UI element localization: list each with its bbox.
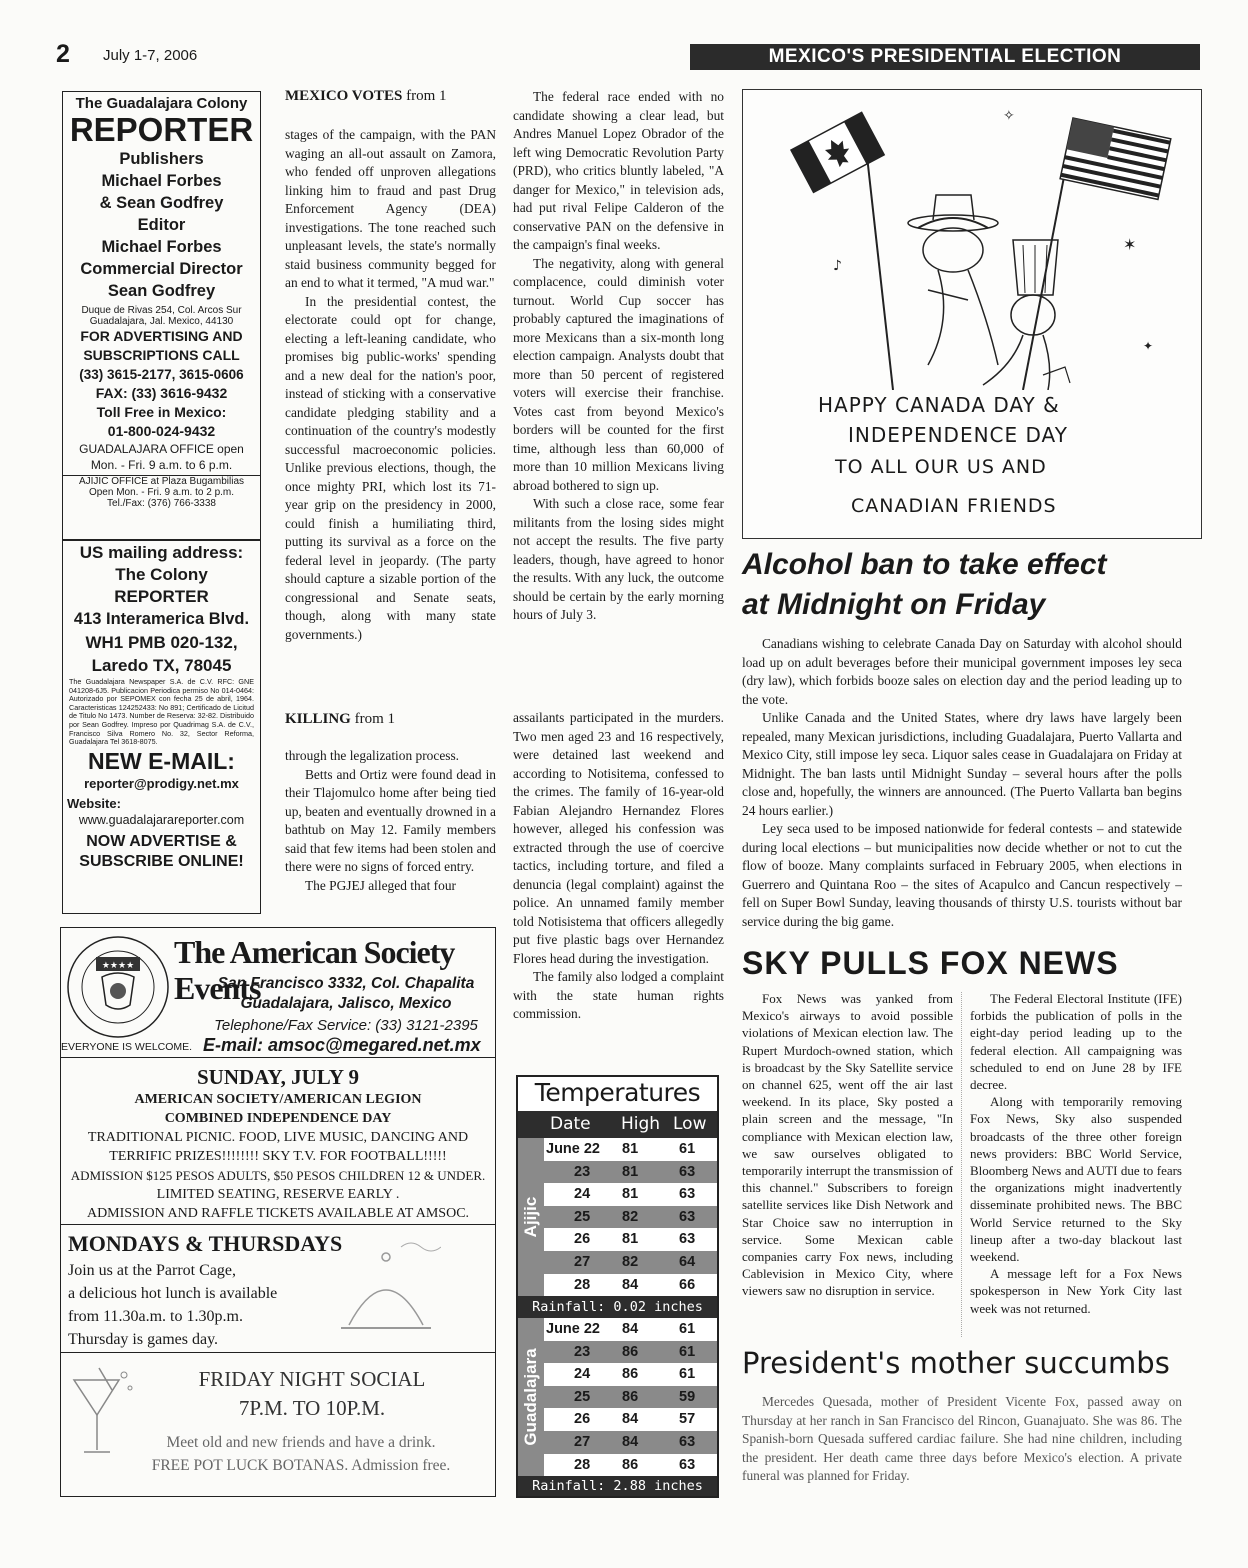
col-header-date: Date [550,1114,591,1134]
welcome-text: EVERYONE IS WELCOME. [61,1041,193,1053]
masthead-gdl-office: GUADALAJARA OFFICE open [79,442,244,456]
masthead-tollfree-label: Toll Free in Mexico: [96,404,227,420]
ajijic-label: Ajijic [521,1196,540,1238]
mt-title: MONDAYS & THURSDAYS [68,1231,343,1256]
cell-date: June 22 [546,1141,600,1157]
website-url[interactable]: www.guadalajarareporter.com [78,812,245,827]
killing-col-2 [513,709,724,1024]
temperatures-header-row [518,1111,717,1138]
table-row [544,1386,717,1409]
masthead-editor-label: Editor [137,216,186,234]
cell-low: 63 [679,1231,696,1248]
masthead-phones: (33) 3615-2177, 3615-0606 [79,367,244,382]
us-mailing-street: 413 Interamerica Blvd. [73,610,250,628]
july9-line: ADMISSION AND RAFFLE TICKETS AVAILABLE AT AMSOC. [86,1206,470,1221]
society-title: The American Society Events [174,934,455,1006]
cell-low: 61 [679,1343,696,1360]
cartoon-caption-1: HAPPY CANADA DAY & [818,393,1060,417]
friday-title-2: 7P.M. TO 10P.M. [238,1396,386,1420]
cartoon-caption-2: INDEPENDENCE DAY [848,423,1068,447]
table-row [544,1341,717,1364]
cell-high: 81 [622,1163,639,1180]
svg-text:✶: ✶ [1123,235,1137,254]
killing-col-1 [285,747,496,895]
website-label: Website: [67,795,121,811]
masthead-ajijic-office: AJIJIC OFFICE at Plaza Bugambilias [78,476,245,487]
mexico-votes-kicker-from: from 1 [406,88,447,104]
masthead-gdl-hours: Mon. - Fri. 9 a.m. to 6 p.m. [63,457,260,476]
us-mailing-reporter: REPORTER [114,587,209,606]
society-seal-icon [64,931,172,1043]
cell-date: 28 [574,1276,591,1293]
masthead-tollfree: 01-800-024-9432 [107,423,216,439]
cell-date: 24 [574,1366,591,1383]
svg-text:✧: ✧ [1003,108,1015,124]
cartoon-caption-3: TO ALL OUR US AND [835,456,1047,478]
mexico-votes-col-2 [513,88,724,625]
svg-text:✦: ✦ [1143,339,1154,353]
july9-line: LIMITED SEATING, RESERVE EARLY . [156,1187,400,1202]
cell-low: 66 [679,1276,696,1293]
masthead-director: Sean Godfrey [107,282,216,300]
masthead-colony: The Guadalajara Colony [75,95,248,112]
killing-kicker-title: KILLING [285,711,351,727]
table-row [544,1161,717,1184]
mother-headline: President's mother succumbs [742,1346,1170,1380]
cell-date: 28 [574,1456,591,1473]
us-mailing-colony: The Colony [115,565,208,584]
issue-date: July 1-7, 2006 [103,47,198,64]
table-row [544,1183,717,1206]
cell-high: 82 [622,1254,639,1270]
cell-low: 61 [679,1321,696,1337]
fox-col-2 [970,990,1182,1317]
masthead-address-2: Guadalajara, Jal. Mexico, 44130 [89,316,234,327]
july9-details [61,1090,495,1223]
cell-low: 61 [679,1141,696,1157]
masthead-reporter: REPORTER [69,111,254,148]
table-row [544,1363,717,1386]
cell-low: 57 [679,1411,696,1428]
society-city: Guadalajara, Jalisco, Mexico [240,995,452,1012]
us-mailing-city: Laredo TX, 78045 [91,656,232,675]
cartoon-caption-4: CANADIAN FRIENDS [851,495,1057,517]
cell-date: 26 [574,1231,591,1248]
masthead-fax: FAX: (33) 3616-9432 [95,385,228,401]
cell-date: 26 [574,1411,591,1428]
page-number: 2 [56,40,70,68]
cell-high: 86 [622,1343,639,1360]
cta-advertise: NOW ADVERTISE & [86,832,237,850]
mt-line: from 11.30a.m. to 1.30p.m. [68,1308,243,1325]
table-row [544,1274,717,1297]
mt-line: Thursday is games day. [68,1331,219,1348]
masthead-publishers-label: Publishers [119,150,204,168]
article-paragraph: Fox News was yanked from Mexico's airways to avoid possible violations of Mexican election law. The Rupert Murdoch-owned station, which is broadcast by the Sky Satellite service on channel 625, went off the air last weekend. In its place, Sky posted a plain screen and the message, "In compliance with Mexican election law, we saw ourselves obligated to temporarily interrupt the transmission of this channel." Subscribers to foreign satellite services like Dish Network and Star Choice saw no interruption in service. Some Mexican cable companies carry Fox news, including Cablevision in Mexico City, where viewers saw no disruption in service. [742,991,953,1299]
col-header-high: High [621,1114,661,1134]
july9-line: ADMISSION $125 PESOS ADULTS, $50 PESOS CHILDREN 12 & UNDER. [70,1168,486,1183]
svg-text:♪: ♪ [833,258,842,274]
mt-line: Join us at the Parrot Cage, [68,1262,236,1279]
guadalajara-label-band [518,1318,544,1476]
alcohol-headline-line-2: at Midnight on Friday [742,588,1046,621]
new-email-label: NEW E-MAIL: [88,747,235,774]
cell-low: 64 [679,1254,696,1270]
cell-high: 81 [622,1141,639,1157]
ajijic-rainfall: Rainfall: 0.02 inches [518,1296,717,1318]
us-mailing-pmb: WH1 PMB 020-132, [85,633,238,652]
us-mailing-label: US mailing address: [79,543,244,562]
cell-high: 84 [622,1321,639,1337]
mt-details [68,1259,277,1351]
article-paragraph: Canadians wishing to celebrate Canada Day on Saturday with alcohol should load up on adult beverages before their municipal government imposes ley seca (dry law), which forbids booze sales on election day and the period leading up to the vote. [742,636,1182,707]
article-paragraph: A message left for a Fox News spokesperson in New York City last week was not returned. [970,1266,1182,1316]
alcohol-headline [742,545,1202,625]
table-row [544,1318,717,1341]
ad-divider [61,1224,495,1225]
ad-divider [61,1352,495,1353]
serving-dish-icon [331,1233,441,1343]
table-row [544,1251,717,1274]
table-row [544,1206,717,1229]
masthead-publisher-1: Michael Forbes [101,172,222,190]
cell-date: 27 [574,1254,591,1270]
cartoon-illustration [743,90,1203,390]
cell-low: 61 [679,1366,696,1383]
friday-line-2: FREE POT LUCK BOTANAS. Admission free. [151,1457,451,1474]
article-paragraph: The Federal Electoral Institute (IFE) forbids the publication of polls in the eight-day period leading up to the federal election. All campaigning was scheduled to end on June 28 by IFE decree. [970,991,1182,1093]
article-paragraph: The PGJEJ alleged that four [305,877,456,893]
cell-date: 25 [574,1388,591,1405]
alcohol-body [742,635,1182,931]
cta-subscribe: SUBSCRIBE ONLINE! [79,852,244,870]
july9-title: SUNDAY, JULY 9 [196,1065,360,1089]
cell-high: 82 [622,1208,639,1225]
mt-line: a delicious hot lunch is available [68,1285,278,1302]
article-paragraph: through the legalization process. [285,748,460,763]
cell-low: 63 [679,1163,696,1180]
masthead-ajijic-hours: Open Mon. - Fri. 9 a.m. to 2 p.m. [88,487,235,498]
cell-high: 86 [622,1366,639,1383]
masthead-publisher-2: & Sean Godfrey [99,194,224,212]
table-row [544,1454,717,1477]
society-email[interactable]: E-mail: amsoc@megared.net.mx [203,1035,481,1055]
fox-col-1 [742,990,953,1300]
cell-low: 63 [679,1456,696,1473]
guadalajara-rainfall: Rainfall: 2.88 inches [518,1476,717,1496]
holiday-cartoon [742,89,1202,539]
mexico-votes-col-1 [285,126,496,644]
cell-date: 24 [574,1186,591,1203]
article-paragraph: Betts and Ortiz were found dead in their Tlajomulco home after being tied up, beaten and eventually drowned in a bathtub on May 12. Family members said that few items had been stolen and there were no signs of forced entry. [285,766,496,874]
svg-text:★★★★: ★★★★ [101,961,135,971]
article-paragraph: Unlike Canada and the United States, where dry laws have largely been repealed, many Mexican jurisdictions, including Guadalajara, Puerto Vallarta and Mexico City, still impose ley seca. Liquor sales cease in Guadalajara on Friday at Midnight. The ban lasts until Midnight Sunday – several hours after the polls close and, hopefully, the winners are announced. (The Puerto Vallarta ban begins 24 hours earlier.) [742,710,1182,818]
table-row [544,1408,717,1431]
ad-divider [61,1057,495,1058]
masthead-address-1: Duque de Rivas 254, Col. Arcos Sur [81,305,242,316]
cell-high: 84 [622,1434,639,1450]
temperatures-title: Temperatures [534,1078,701,1107]
killing-kicker-from: from 1 [354,711,396,727]
killing-kicker [285,711,395,728]
temperatures-table [516,1075,719,1498]
us-mailing-box [62,539,261,914]
article-paragraph: The family also lodged a complaint with the state human rights commission. [513,969,724,1021]
cell-high: 84 [622,1276,639,1293]
society-phone: Telephone/Fax Service: (33) 3121-2395 [214,1017,478,1034]
july9-line: COMBINED INDEPENDENCE DAY [164,1111,392,1126]
fox-headline: SKY PULLS FOX NEWS [742,945,1119,981]
table-row [544,1431,717,1454]
alcohol-headline-line-1: Alcohol ban to take effect [742,548,1107,581]
email-address[interactable]: reporter@prodigy.net.mx [84,775,239,791]
mexico-votes-kicker-title: MEXICO VOTES [285,88,403,104]
article-paragraph: Ley seca used to be imposed nationwide for federal contests – and statewide during local elections – but municipalities now decide whether or not to cut the flow of booze. Many complaints surfaced in February 2005, when elections in Guerrero and Quintana Roo – the sites of Acapulco and Cancun respectively – fell on Super Bowl Sunday, leaving thousands of thirsty U.S. tourists without bar service during the big game. [742,821,1182,929]
july9-line: TERRIFIC PRIZES!!!!!!!! SKY T.V. FOR FOOTBALL!!!!! [109,1149,447,1164]
cell-low: 63 [679,1434,696,1450]
table-row [544,1228,717,1251]
american-society-ad [60,927,496,1497]
july9-line: AMERICAN SOCIETY/AMERICAN LEGION [134,1092,422,1107]
ajijic-label-band [518,1138,544,1296]
article-paragraph: Mercedes Quesada, mother of President Vicente Fox, passed away on Thursday at her ranch in San Francisco del Rincon, Guanajuato. She was 86. The Spanish-born Quesada suffered cardiac failure. She had nine children, including the president. Her death came three days before Mexico's election. A private funeral was planned for Friday. [742,1394,1182,1483]
cell-date: 23 [574,1343,591,1360]
article-paragraph: The federal race ended with no candidate showing a clear lead, but Andres Manuel Lopez Obrador of the left wing Democratic Revolution Party (PRD), who critics bluntly labeled, "A danger for Mexico," in television ads, had put rival Felipe Calderon of the conservative PAN on the defensive in the campaign's final weeks. [513,89,724,252]
masthead-advertising-2: SUBSCRIPTIONS CALL [83,347,240,363]
masthead-ajijic-phone: Tel./Fax: (376) 766-3338 [107,498,216,509]
friday-title-1: FRIDAY NIGHT SOCIAL [198,1367,426,1391]
article-paragraph: stages of the campaign, with the PAN waging an all-out assault on Zamora, who fended off unproven allegations linking him to fraud and past Drug Enforcement Agency (DEA) investigations. The tone reached such unpleasant levels, the state's normally staid business community begged for an end to what it termed, "A mud war." [285,127,496,290]
mexico-votes-kicker [285,88,447,105]
masthead-editor: Michael Forbes [101,238,222,256]
mother-body [742,1393,1182,1486]
col-header-low: Low [673,1114,707,1134]
cell-high: 81 [622,1186,639,1203]
cell-high: 86 [622,1456,639,1473]
article-paragraph: In the presidential contest, the electorate could opt for change, electing a left-leaning candidate, who promises big public-works' spending and a new deal for the nation's poor, instead of sticking with a conservative candidate pledging stability and a continuation of the country's modestly successful macroeconomic policies. Unlike previous elections, though, the once mighty PRI, which lost its 71-year grip on the presidency in 2000, could finish a humiliating third, putting its survival as a force on the federal level in jeopardy. (The party should capture a sizable portion of the congressional and Senate seats, though, along with many state governments.) [285,293,496,642]
section-banner: MEXICO'S PRESIDENTIAL ELECTION [690,44,1200,70]
article-paragraph: With such a close race, some fear militants from the losing sides might not accept the results. The five party leaders, though, have agreed to honor the results. With any luck, the outcome should be certain by the early morning hours of July 3. [513,496,724,622]
cell-date: 25 [574,1208,591,1225]
article-paragraph: assailants participated in the murders. Two men aged 23 and 16 respectively, were detained last weekend and according to Notisitema, confessed to the crimes. The family of 16-year-old Fabian Alejandro Hernandez Flores however, alleged his confession was extracted through the use of coercive tactics, including torture, and filed a denuncia (legal complaint) against the police. An unnamed family member told Notisistema that officers allegedly put five plastic bags over Hernandez Flores head during the investigation. [513,710,724,966]
guadalajara-label: Guadalajara [521,1348,540,1446]
masthead-advertising-1: FOR ADVERTISING AND [80,328,243,344]
cell-date: June 22 [546,1321,600,1337]
society-address: San Francisco 3332, Col. Chapalita [217,975,475,992]
cell-high: 86 [622,1388,639,1405]
masthead-box [62,91,261,541]
cell-date: 27 [574,1434,591,1450]
cell-high: 84 [622,1411,639,1428]
masthead-director-label: Commercial Director [80,260,243,278]
legal-fine-print: The Guadalajara Newspaper S.A. de C.V. RFC: GNE 041208-6J5. Publicacion Periodica permiso No 014-0464: Autorizado por SEPOMEX con fecha 25 de abril, 1964. Caracteristicas 124252433: No 891; Certificado de Licitud de Titulo No 1473. Number de Reserva: 32-82. Distribuido por Sean Godfrey. Impreso por Quadrimag S.A. de C.V., Francisco Silva Romero No. 32, Sector Reforma, Guadalajara Tel 3618-8075. [69,677,254,747]
article-paragraph: The negativity, along with general complacence, could diminish voter turnout. World Cup soccer has probably captured the imaginations of more Mexicans than a six-month long election campaign. Analysts doubt that more than 50 percent of registered voters will exercise their franchise. Votes cast from beyond Mexico's borders will be counted for the first time, although less than 60,000 of more than 10 million Mexicans living abroad bothered to sign up. [513,255,724,493]
column-divider [961,992,962,1337]
july9-line: TRADITIONAL PICNIC. FOOD, LIVE MUSIC, DANCING AND [87,1130,469,1145]
friday-line-1: Meet old and new friends and have a drink. [166,1434,436,1451]
cell-low: 63 [679,1186,696,1203]
cell-low: 59 [679,1388,696,1405]
article-paragraph: Along with temporarily removing Fox News, Sky also suspended broadcasts of the three other foreign news providers: BBC World Service, Bloomberg News and AUTI due to fears the organizations might inadvertently disseminate prohibited news. The BBC World Service returned to the Sky lineup after a two-day blackout last weekend. [970,1094,1182,1265]
cell-date: 23 [574,1163,591,1180]
table-row [544,1138,717,1161]
cell-high: 81 [622,1231,639,1248]
cell-low: 63 [679,1208,696,1225]
